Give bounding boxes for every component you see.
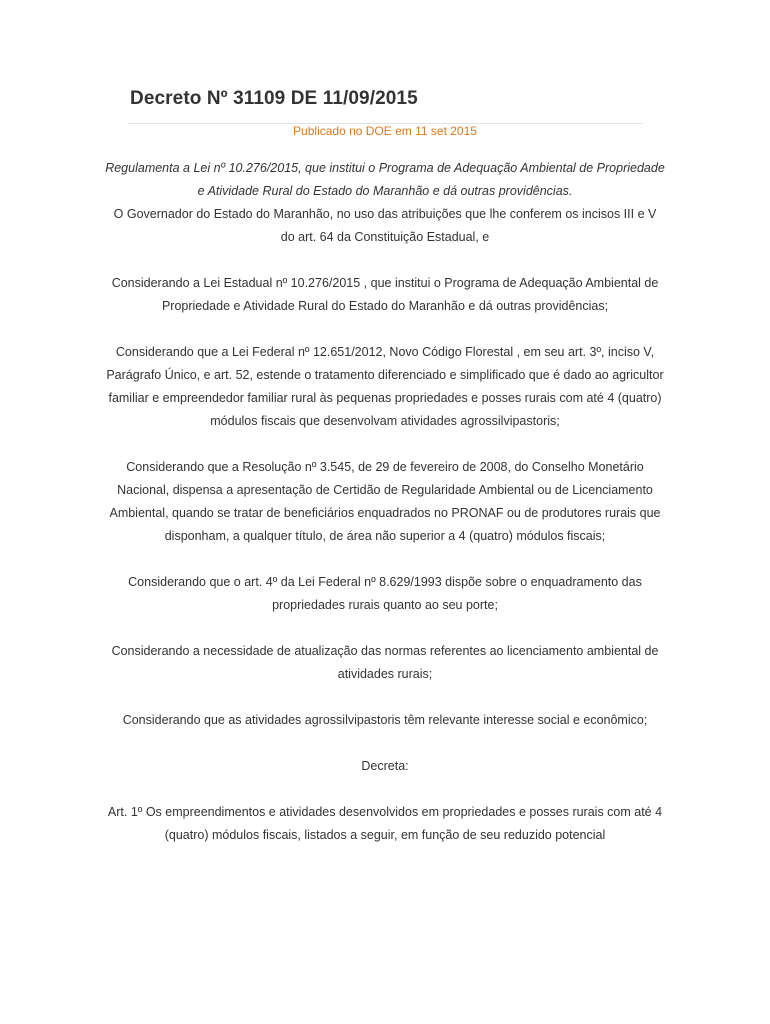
- considerando-4: Considerando que o art. 4º da Lei Federal nº 8.629/1993 dispõe sobre o enquadramento das propriedades rurais quanto ao seu porte;: [128, 575, 642, 612]
- considerando-2: Considerando que a Lei Federal nº 12.651/2012, Novo Código Florestal , em seu art. 3º, inciso V, Parágrafo Único, e art. 52, estende o tratamento diferenciado e simplificado que é dado ao agricultor familiar e empreendedor familiar rural às pequenas propriedades e posses rurais com até 4 (quatro) módulos fiscais que desenvolvam atividades agrossilvipastoris;: [106, 345, 664, 428]
- considerando-3: Considerando que a Resolução nº 3.545, de 29 de fevereiro de 2008, do Conselho Monetário Nacional, dispensa a apresentação de Certidão de Regularidade Ambiental ou de Licenciamento Ambiental, quando se tratar de beneficiários enquadrados no PRONAF ou de produtores rurais que disponham, a qualquer título, de área não superior a 4 (quatro) módulos fiscais;: [109, 460, 661, 543]
- considerando-6: Considerando que as atividades agrossilvipastoris têm relevante interesse social e econômico;: [122, 713, 648, 727]
- ementa: Regulamenta a Lei nº 10.276/2015, que institui o Programa de Adequação Ambiental de Propriedade e Atividade Rural do Estado do Maranhão e dá outras providências.: [105, 161, 665, 198]
- document-title: Decreto Nº 31109 DE 11/09/2015: [130, 88, 418, 109]
- decreta-label: Decreta:: [361, 759, 409, 773]
- considerando-1: Considerando a Lei Estadual nº 10.276/2015 , que institui o Programa de Adequação Ambiental de Propriedade e Atividade Rural do Estado do Maranhão e dá outras providências;: [111, 276, 659, 313]
- article-1: Art. 1º Os empreendimentos e atividades desenvolvidos em propriedades e posses rurais com até 4 (quatro) módulos fiscais, listados a seguir, em função de seu reduzido potencial: [107, 805, 663, 842]
- considerando-5: Considerando a necessidade de atualização das normas referentes ao licenciamento ambiental de atividades rurais;: [111, 644, 659, 681]
- document-body: [105, 157, 665, 847]
- publication-note: Publicado no DOE em 11 set 2015: [293, 124, 477, 138]
- preamble: O Governador do Estado do Maranhão, no uso das atribuições que lhe conferem os incisos III e V do art. 64 da Constituição Estadual, e: [113, 207, 657, 244]
